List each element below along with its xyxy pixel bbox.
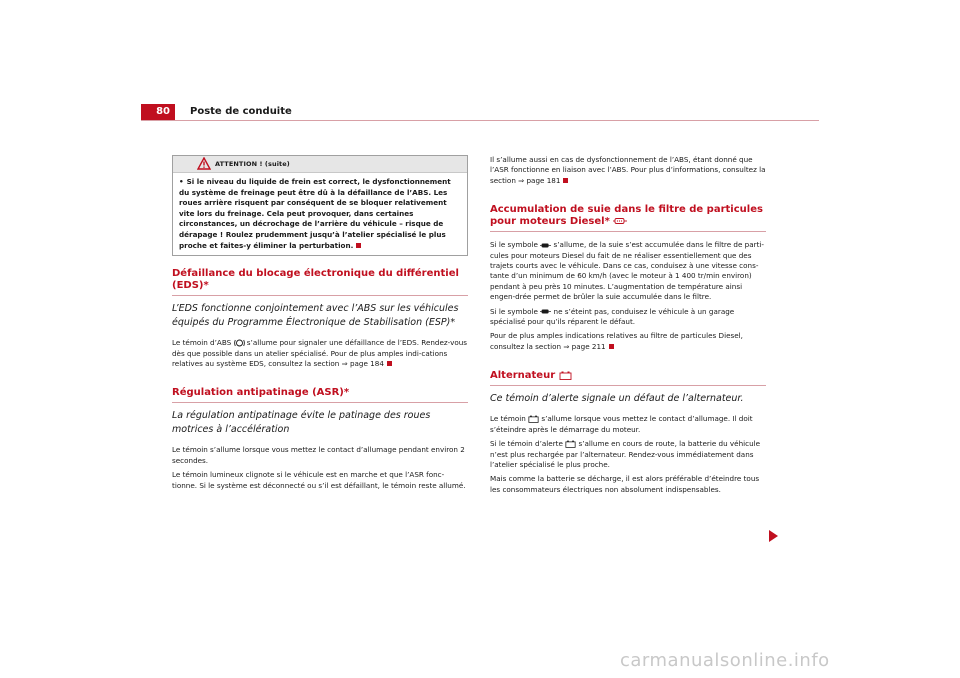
next-page-arrow-icon[interactable] bbox=[769, 530, 778, 542]
section-subtitle-alternator: Ce témoin d’alerte signale un défaut de l’alternateur. bbox=[490, 393, 744, 405]
abs-warning-icon bbox=[234, 339, 245, 347]
dpf-p1-b: s’allume, de la suie s’est accumulée dans le filtre de parti-cules pour moteurs Diesel du fait de ne réaliser essentiellement que des trajets courts avec le véhicule. Dans ce cas, conduisez à une vitesse cons-tante d’un minimum de 60 km/h (avec le moteur à 1 400 tr/min environ) pendant à peu près 10 minutes. L’augmentation de température ainsi engen-drée permet de brûler la suie accumulée dans le filtre. bbox=[490, 240, 765, 302]
section-title-eds: Défaillance du blocage électronique du différentiel (EDS)* bbox=[172, 268, 468, 296]
asr-paragraph-2: Le témoin lumineux clignote si le véhicule est en marche et que l’ASR fonc-tionne. Si le système est déconnecté ou s’il est défaillant, le témoin reste allumé. bbox=[172, 470, 466, 490]
end-mark-icon bbox=[609, 344, 614, 349]
particle-filter-icon bbox=[540, 308, 551, 315]
particle-filter-icon bbox=[540, 242, 551, 249]
warning-text bbox=[179, 177, 461, 251]
alternator-paragraph-2 bbox=[490, 439, 766, 470]
bullet: • bbox=[179, 177, 184, 186]
section-subtitle-eds: L’EDS fonctionne conjointement avec l’ABS sur les véhicules équipés du Programme Électronique de Stabilisation (ESP)* bbox=[172, 303, 459, 329]
warning-box bbox=[172, 155, 468, 256]
alt-p2-b: s’allume en cours de route, la batterie du véhicule n’est plus rechargée par l’alternateur. Rendez-vous immédiatement dans l’atelier spécialisé le plus proche. bbox=[490, 439, 761, 469]
left-column bbox=[172, 155, 468, 495]
alternator-title-text: Alternateur bbox=[490, 370, 556, 382]
asr-paragraph-1: Le témoin s’allume lorsque vous mettez le contact d’allumage pendant environ 2 secondes. bbox=[172, 445, 465, 465]
particle-filter-icon bbox=[613, 217, 627, 225]
alternator-paragraph-1 bbox=[490, 414, 766, 435]
alt-p1-a: Le témoin bbox=[490, 414, 526, 424]
eds-text-b: s’allume pour signaler une défaillance de l’EDS. Rendez-vous dès que possible dans un atelier spécialisé. Pour de plus amples indi-cations relatives au système EDS, consultez la section ⇒ page 184 bbox=[172, 338, 468, 368]
warning-triangle-icon bbox=[197, 157, 211, 170]
warning-title: ATTENTION ! (suite) bbox=[215, 160, 290, 168]
battery-icon bbox=[559, 371, 572, 380]
section-subtitle-asr: La régulation antipatinage évite le patinage des roues motrices à l’accélération bbox=[172, 410, 431, 436]
eds-paragraph bbox=[172, 338, 468, 369]
end-mark-icon bbox=[356, 243, 361, 248]
dpf-p3-text: Pour de plus amples indications relatives au filtre de particules Diesel, consultez la section ⇒ page 211 bbox=[490, 331, 743, 351]
eds-text-a: Le témoin d’ABS bbox=[172, 338, 232, 348]
alt-p1-b: s’allume lorsque vous mettez le contact d’allumage. Il doit s’éteindre après le démarrage du moteur. bbox=[490, 414, 753, 434]
end-mark-icon bbox=[387, 361, 392, 366]
header-rule bbox=[141, 120, 819, 121]
section-title-dpf bbox=[490, 204, 766, 232]
battery-icon bbox=[528, 415, 539, 423]
page-header-title: Poste de conduite bbox=[190, 106, 292, 117]
asr-cont-text: Il s’allume aussi en cas de dysfonctionnement de l’ABS, étant donné que l’ASR fonctionne en liaison avec l’ABS. Pour plus d’informations, consultez la section ⇒ page 181 bbox=[490, 155, 766, 185]
dpf-p2-a: Si le symbole bbox=[490, 306, 538, 316]
asr-continuation bbox=[490, 155, 766, 186]
warning-header bbox=[173, 156, 467, 173]
page-number-box bbox=[141, 104, 175, 120]
dpf-paragraph-2 bbox=[490, 307, 766, 328]
watermark: carmanualsonline.info bbox=[620, 650, 830, 671]
section-title-asr: Régulation antipatinage (ASR)* bbox=[172, 387, 468, 403]
alt-p2-a: Si le témoin d’alerte bbox=[490, 439, 563, 449]
section-title-alternator bbox=[490, 370, 766, 386]
dpf-p2-b: ne s’éteint pas, conduisez le véhicule à un garage spécialisé pour qu’ils réparent le défaut. bbox=[490, 306, 735, 327]
alternator-paragraph-3: Mais comme la batterie se décharge, il est alors préférable d’éteindre tous les consommateurs électriques non absolument indispensables. bbox=[490, 474, 760, 494]
dpf-paragraph-1 bbox=[490, 240, 766, 302]
dpf-p1-a: Si le symbole bbox=[490, 240, 538, 250]
right-column bbox=[490, 155, 766, 499]
page-number: 80 bbox=[156, 106, 170, 117]
dpf-title-text: Accumulation de suie dans le filtre de particules pour moteurs Diesel* bbox=[490, 204, 763, 228]
battery-icon bbox=[565, 440, 576, 448]
warning-body: Si le niveau du liquide de frein est correct, le dysfonctionnement du système de freinage peut être dû à la défaillance de l’ABS. Les roues arrière risquent par conséquent de se bloquer relativement vite lors du freinage. Cela peut provoquer, dans certaines circonstances, un décrochage de l’arrière du véhicule – risque de dérapage ! Roulez prudemment jusqu’à l’atelier spécialisé le plus proche et faites-y éliminer la perturbation. bbox=[179, 177, 451, 250]
end-mark-icon bbox=[563, 178, 568, 183]
dpf-paragraph-3 bbox=[490, 331, 766, 352]
